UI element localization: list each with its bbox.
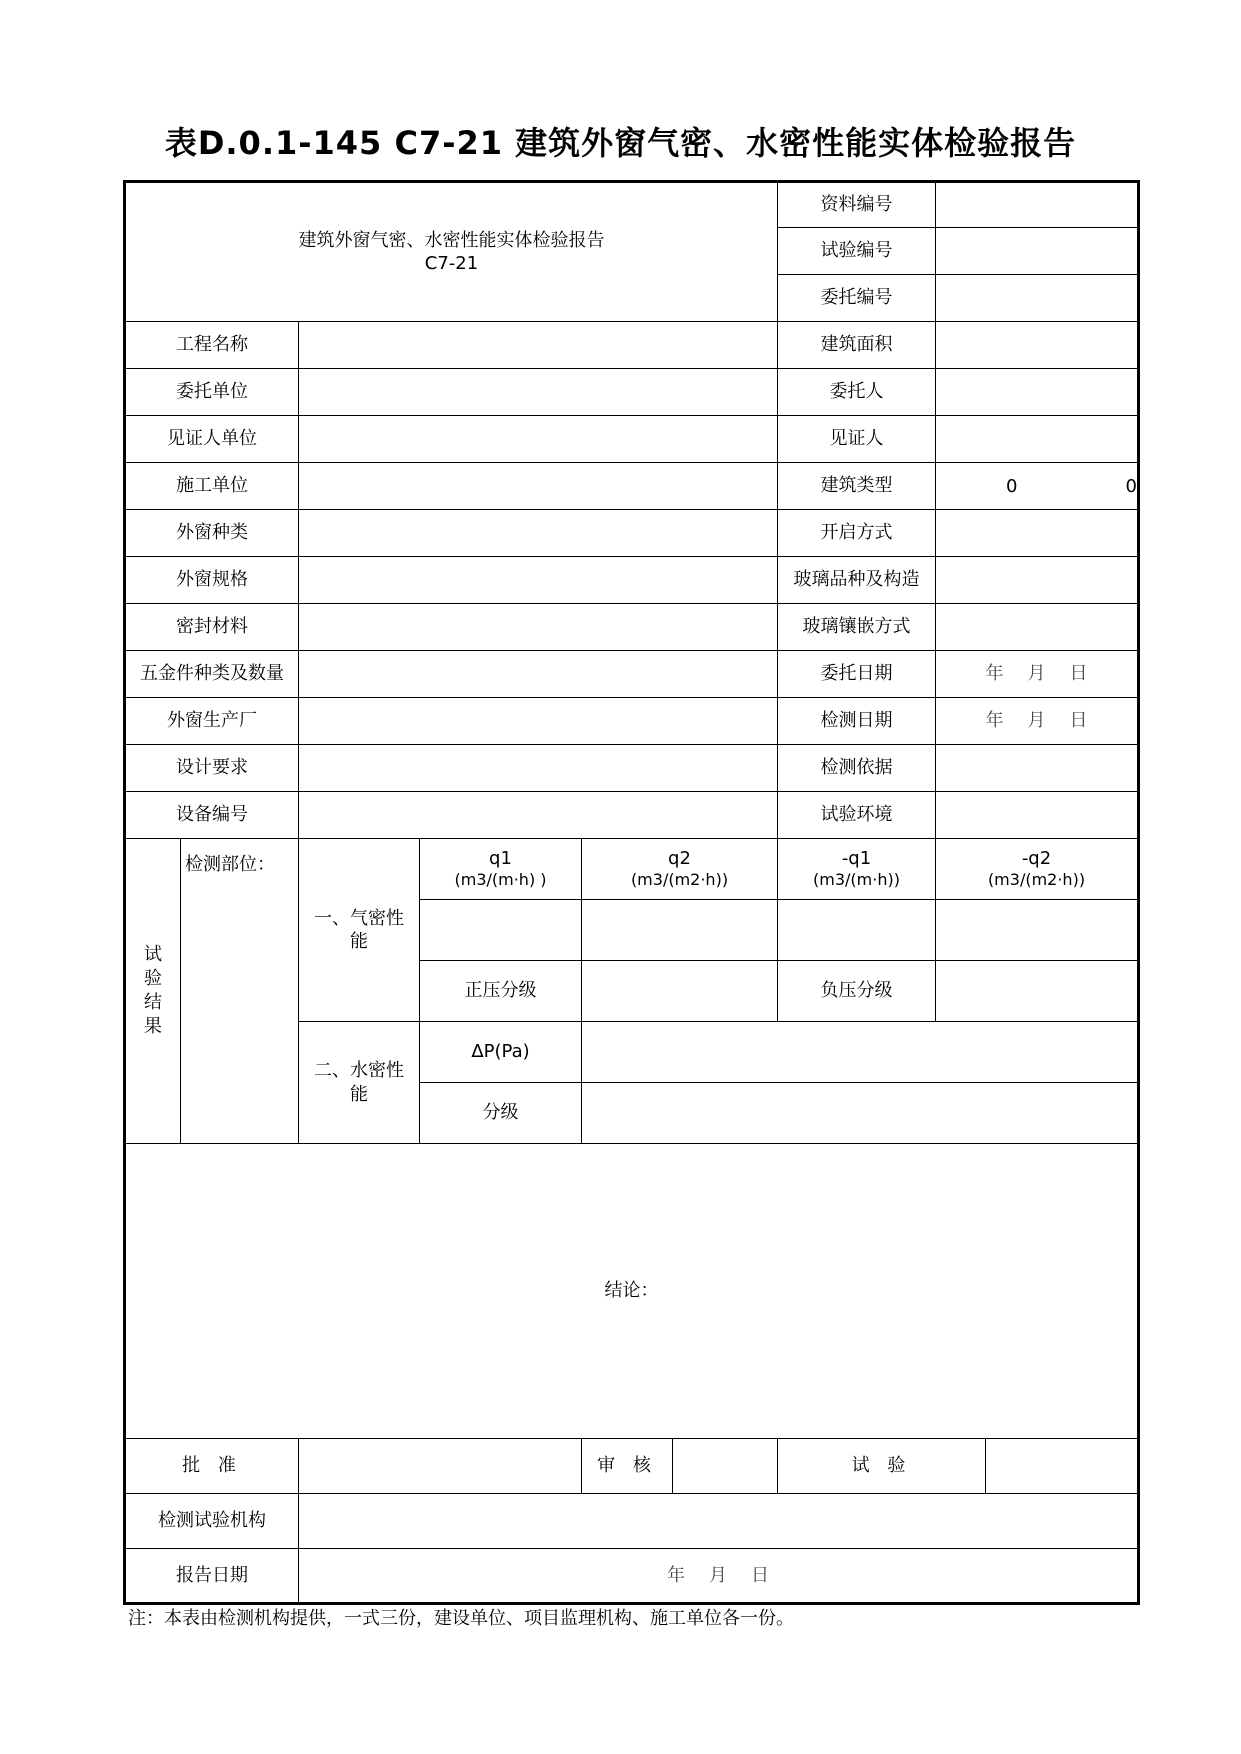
test-number-label: 试验编号 bbox=[778, 228, 936, 275]
conclusion-label: 结论： bbox=[604, 1280, 659, 1302]
conclusion-cell[interactable] bbox=[125, 1144, 1139, 1439]
commission-number-label: 委托编号 bbox=[778, 275, 936, 322]
review-label: 审 核 bbox=[582, 1439, 673, 1494]
test-number-field[interactable] bbox=[936, 228, 1139, 275]
approve-label: 批 准 bbox=[125, 1439, 299, 1494]
construction-unit-field[interactable] bbox=[299, 463, 778, 510]
report-header-cell bbox=[125, 182, 778, 322]
neg-q1-header bbox=[778, 839, 936, 900]
building-type-field[interactable] bbox=[936, 463, 1139, 510]
design-requirement-label: 设计要求 bbox=[125, 745, 299, 792]
date-year: 年 bbox=[985, 710, 1004, 732]
date-month: 月 bbox=[709, 1564, 727, 1586]
building-type-value-2: 0 bbox=[1125, 476, 1137, 497]
commission-number-field[interactable] bbox=[936, 275, 1139, 322]
test-location-cell[interactable] bbox=[181, 839, 299, 1144]
negative-grade-label: 负压分级 bbox=[778, 961, 936, 1022]
q1-value-field[interactable] bbox=[420, 900, 582, 961]
seal-material-label: 密封材料 bbox=[125, 604, 299, 651]
airtightness-text: 一、气密性能 bbox=[314, 907, 404, 952]
project-name-label: 工程名称 bbox=[125, 322, 299, 369]
equipment-number-label: 设备编号 bbox=[125, 792, 299, 839]
report-code: C7-21 bbox=[424, 253, 479, 274]
negative-grade-field[interactable] bbox=[936, 961, 1139, 1022]
glass-type-label: 玻璃品种及构造 bbox=[778, 557, 936, 604]
client-label: 委托人 bbox=[778, 369, 936, 416]
test-date-label: 检测日期 bbox=[778, 698, 936, 745]
airtightness-label bbox=[299, 839, 420, 1022]
q2-label: q2 bbox=[668, 847, 691, 869]
neg-q2-value-field[interactable] bbox=[936, 900, 1139, 961]
witness-unit-label: 见证人单位 bbox=[125, 416, 299, 463]
equipment-number-field[interactable] bbox=[299, 792, 778, 839]
report-name: 建筑外窗气密、水密性能实体检验报告 bbox=[298, 229, 605, 251]
test-results-text: 试验结果 bbox=[144, 944, 162, 1037]
date-day: 日 bbox=[1069, 663, 1088, 685]
hardware-field[interactable] bbox=[299, 651, 778, 698]
glass-mounting-label: 玻璃镶嵌方式 bbox=[778, 604, 936, 651]
hardware-label: 五金件种类及数量 bbox=[125, 651, 299, 698]
witness-unit-field[interactable] bbox=[299, 416, 778, 463]
neg-q2-unit: (m3/(m2·h)) bbox=[987, 870, 1086, 890]
date-year: 年 bbox=[667, 1564, 685, 1586]
test-basis-field[interactable] bbox=[936, 745, 1139, 792]
window-type-field[interactable] bbox=[299, 510, 778, 557]
date-day: 日 bbox=[751, 1564, 769, 1586]
client-field[interactable] bbox=[936, 369, 1139, 416]
opening-mode-field[interactable] bbox=[936, 510, 1139, 557]
test-environment-label: 试验环境 bbox=[778, 792, 936, 839]
neg-q1-unit: (m3/(m·h)) bbox=[813, 870, 900, 890]
client-unit-field[interactable] bbox=[299, 369, 778, 416]
test-results-label bbox=[125, 839, 181, 1144]
test-location-label: 检测部位： bbox=[185, 854, 275, 875]
commission-date-field[interactable] bbox=[936, 651, 1139, 698]
q1-label: q1 bbox=[489, 847, 512, 869]
water-grade-field[interactable] bbox=[582, 1083, 1139, 1144]
water-grade-label: 分级 bbox=[420, 1083, 582, 1144]
manufacturer-field[interactable] bbox=[299, 698, 778, 745]
date-month: 月 bbox=[1027, 710, 1046, 732]
neg-q1-label: -q1 bbox=[841, 847, 872, 869]
report-form bbox=[123, 180, 1140, 1605]
glass-mounting-field[interactable] bbox=[936, 604, 1139, 651]
q1-header bbox=[420, 839, 582, 900]
seal-material-field[interactable] bbox=[299, 604, 778, 651]
data-number-field[interactable] bbox=[936, 182, 1139, 228]
date-year: 年 bbox=[985, 663, 1004, 685]
client-unit-label: 委托单位 bbox=[125, 369, 299, 416]
institution-label: 检测试验机构 bbox=[125, 1494, 299, 1549]
approve-field[interactable] bbox=[299, 1439, 582, 1494]
building-type-label: 建筑类型 bbox=[778, 463, 936, 510]
neg-q2-label: -q2 bbox=[1021, 847, 1052, 869]
project-name-field[interactable] bbox=[299, 322, 778, 369]
q2-header bbox=[582, 839, 778, 900]
positive-grade-field[interactable] bbox=[582, 961, 778, 1022]
witness-field[interactable] bbox=[936, 416, 1139, 463]
manufacturer-label: 外窗生产厂 bbox=[125, 698, 299, 745]
neg-q2-header bbox=[936, 839, 1139, 900]
commission-date-label: 委托日期 bbox=[778, 651, 936, 698]
window-spec-label: 外窗规格 bbox=[125, 557, 299, 604]
date-day: 日 bbox=[1069, 710, 1088, 732]
test-basis-label: 检测依据 bbox=[778, 745, 936, 792]
tester-field[interactable] bbox=[986, 1439, 1139, 1494]
opening-mode-label: 开启方式 bbox=[778, 510, 936, 557]
institution-field[interactable] bbox=[299, 1494, 1139, 1549]
q2-value-field[interactable] bbox=[582, 900, 778, 961]
tester-label: 试 验 bbox=[778, 1439, 986, 1494]
report-date-field[interactable] bbox=[299, 1549, 1139, 1604]
test-environment-field[interactable] bbox=[936, 792, 1139, 839]
neg-q1-value-field[interactable] bbox=[778, 900, 936, 961]
watertightness-text: 二、水密性能 bbox=[314, 1060, 404, 1105]
delta-p-field[interactable] bbox=[582, 1022, 1139, 1083]
design-requirement-field[interactable] bbox=[299, 745, 778, 792]
delta-p-label: ΔP(Pa) bbox=[420, 1022, 582, 1083]
watertightness-label bbox=[299, 1022, 420, 1144]
q2-unit: (m3/(m2·h)) bbox=[630, 870, 729, 890]
date-month: 月 bbox=[1027, 663, 1046, 685]
data-number-label: 资料编号 bbox=[778, 182, 936, 228]
building-area-field[interactable] bbox=[936, 322, 1139, 369]
footnote: 注：本表由检测机构提供，一式三份，建设单位、项目监理机构、施工单位各一份。 bbox=[128, 1608, 794, 1629]
building-area-label: 建筑面积 bbox=[778, 322, 936, 369]
witness-label: 见证人 bbox=[778, 416, 936, 463]
building-type-value-1: 0 bbox=[1006, 476, 1018, 497]
test-date-field[interactable] bbox=[936, 698, 1139, 745]
page-title: 表D.0.1-145 C7-21 建筑外窗气密、水密性能实体检验报告 bbox=[164, 124, 1077, 162]
q1-unit: (m3/(m·h) ) bbox=[454, 870, 547, 890]
review-field[interactable] bbox=[673, 1439, 778, 1494]
construction-unit-label: 施工单位 bbox=[125, 463, 299, 510]
report-date-label: 报告日期 bbox=[125, 1549, 299, 1604]
glass-type-field[interactable] bbox=[936, 557, 1139, 604]
positive-grade-label: 正压分级 bbox=[420, 961, 582, 1022]
window-spec-field[interactable] bbox=[299, 557, 778, 604]
window-type-label: 外窗种类 bbox=[125, 510, 299, 557]
